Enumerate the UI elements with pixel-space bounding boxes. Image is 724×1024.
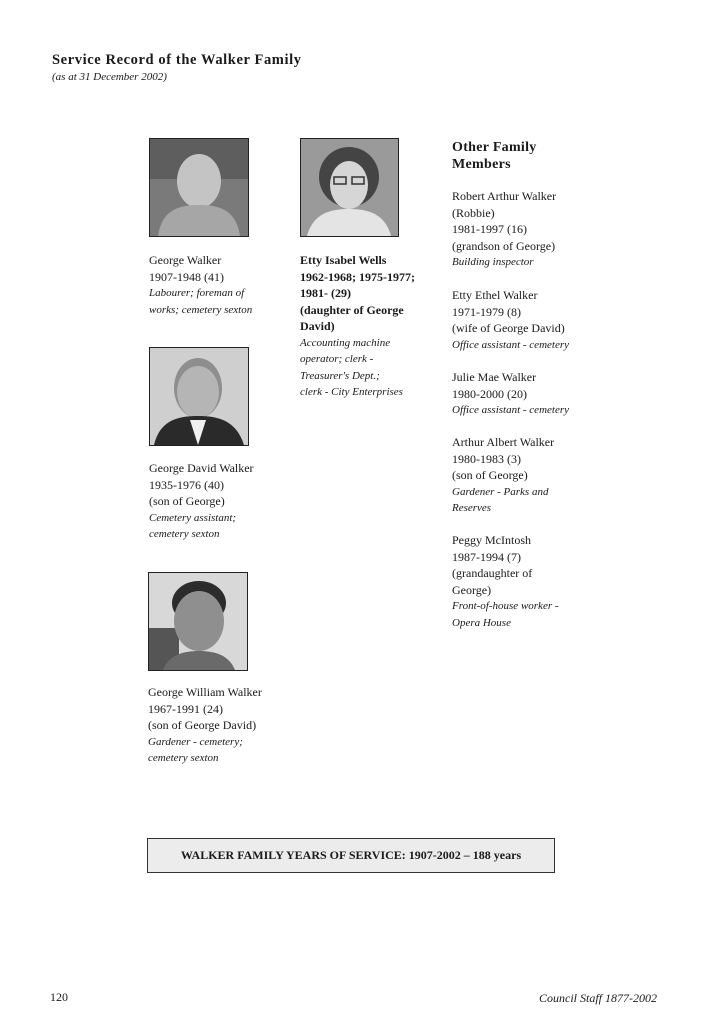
entry-etty-ethel-walker — [452, 287, 569, 353]
entry-years: 1971-1979 (8) — [452, 304, 521, 319]
entry-name: George William Walker — [148, 685, 262, 699]
years-of-service-summary-box — [147, 838, 555, 873]
entry-relation: (son of George David) — [148, 718, 257, 732]
entry-relation: (grandson of George) — [452, 238, 556, 253]
page-number: 120 — [50, 990, 68, 1004]
entry-relation: (wife of George David) — [452, 321, 565, 335]
entry-relation: (son of George) — [452, 468, 528, 482]
entry-years: 1980-1983 (3) — [452, 451, 521, 466]
entry-relation: George) — [452, 582, 492, 597]
running-footer-title: Council Staff 1877-2002 — [539, 991, 657, 1005]
entry-name: Julie Mae Walker — [452, 370, 537, 384]
photo-george-david-walker — [149, 347, 249, 446]
entry-role: Gardener - cemetery; — [148, 735, 243, 748]
entry-arthur-albert-walker — [452, 434, 554, 517]
photo-george-walker — [149, 138, 249, 237]
entry-role: Labourer; foreman of — [149, 287, 245, 299]
entry-role: Front-of-house worker - — [452, 600, 559, 612]
entry-role: Office assistant - cemetery — [452, 338, 569, 351]
entry-years: 1987-1994 (7) — [452, 549, 521, 564]
page-title: Service Record of the Walker Family — [52, 52, 302, 68]
entry-years: 1907-1948 (41) — [149, 269, 224, 284]
entry-peggy-mcintosh — [452, 532, 559, 631]
entry-george-walker — [149, 252, 252, 318]
entry-name: George David Walker — [149, 461, 254, 475]
entry-relation: (son of George) — [149, 494, 225, 508]
entry-role: operator; clerk - — [300, 353, 374, 365]
entry-role: Cemetery assistant; — [149, 511, 237, 524]
entry-years: 1981-1997 (16) — [452, 222, 527, 236]
entry-george-david-walker — [149, 460, 254, 543]
entry-role: Treasurer's Dept.; — [300, 369, 380, 382]
entry-years: 1981- (29) — [300, 286, 351, 300]
entry-years: 1980-2000 (20) — [452, 386, 527, 401]
entry-name: Etty Ethel Walker — [452, 288, 538, 302]
entry-years: 1962-1968; 1975-1977; — [300, 269, 415, 284]
entry-nickname: (Robbie) — [452, 205, 495, 220]
entry-role: Accounting machine — [300, 336, 391, 349]
entry-relation: (grandaughter of — [452, 566, 533, 580]
other-family-heading: Other Family Members — [452, 140, 537, 172]
entry-years: 1967-1991 (24) — [148, 701, 223, 716]
entry-relation: David) — [300, 319, 335, 333]
entry-name: Robert Arthur Walker — [452, 189, 557, 203]
entry-role: works; cemetery sexton — [149, 303, 253, 316]
entry-etty-isabel-wells — [300, 252, 415, 401]
page-subtitle: (as at 31 December 2002) — [52, 71, 167, 83]
photo-etty-isabel-wells — [300, 138, 399, 237]
entry-role: cemetery sexton — [149, 528, 220, 540]
entry-role: clerk - City Enterprises — [300, 386, 403, 398]
years-of-service-summary-text: WALKER FAMILY YEARS OF SERVICE: 1907-2002 – 188 years — [180, 848, 522, 862]
entry-role: Building inspector — [452, 256, 534, 268]
entry-julie-mae-walker — [452, 369, 569, 419]
entry-role: Office assistant - cemetery — [452, 404, 569, 416]
entry-role: cemetery sexton — [148, 752, 219, 764]
photo-george-william-walker — [148, 572, 248, 671]
entry-name: Etty Isabel Wells — [300, 253, 387, 267]
entry-name: George Walker — [149, 253, 222, 267]
entry-relation: (daughter of George — [300, 302, 404, 317]
entry-name: Arthur Albert Walker — [452, 435, 555, 449]
entry-robert-arthur-walker — [452, 188, 556, 271]
entry-role: Reserves — [452, 502, 492, 514]
entry-george-william-walker — [148, 684, 262, 767]
entry-role: Opera House — [452, 616, 511, 629]
entry-role: Gardener - Parks and — [452, 485, 549, 498]
entry-name: Peggy McIntosh — [452, 533, 531, 547]
entry-years: 1935-1976 (40) — [149, 477, 224, 492]
